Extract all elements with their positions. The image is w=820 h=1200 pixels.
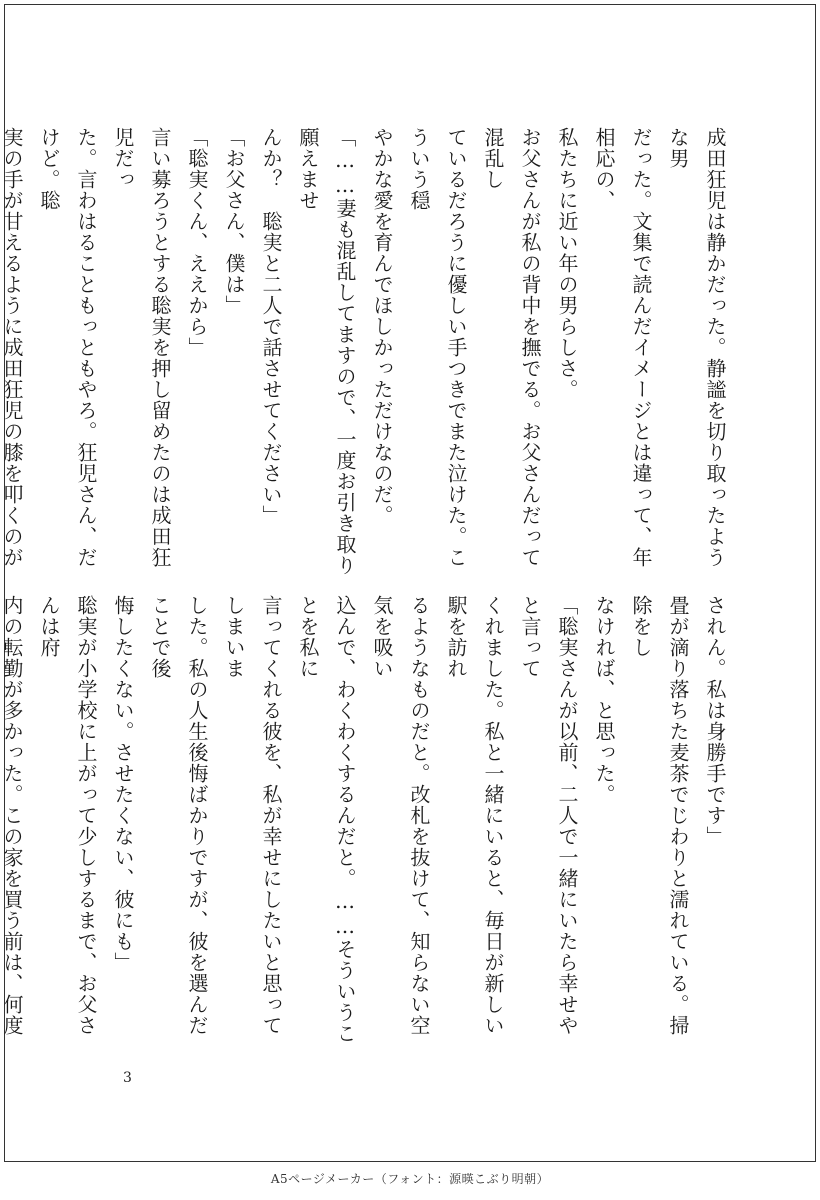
text-line: されん。私は身勝手です」	[703, 595, 727, 847]
document-page	[0, 4, 816, 1162]
text-line: やかな愛を育んでほしかっただけなのだ。	[370, 127, 394, 526]
text-line: お父さんが私の背中を撫でる。お父さんだって混乱し	[481, 127, 542, 568]
text-line: 「お父さん、僕は」	[222, 127, 246, 316]
text-line: 「聡実さんが以前、二人で一緒にいたら幸せやと言って	[518, 595, 579, 1036]
text-line: 言ってくれる彼を、私が幸せにしたいと思ってしまいま	[222, 595, 283, 1036]
text-line: 聡実が小学校に上がって少しするまで、お父さんは府	[37, 595, 98, 1036]
text-line: 込んで、わくわくするんだと。……そういうことを私に	[296, 595, 357, 1044]
text-line: 内の転勤が多かった。この家を買う前は、何度	[0, 595, 24, 1036]
text-line: 「聡実くん、ええから」	[185, 127, 209, 358]
text-line: んか？ 聡実と二人で話させてください」	[259, 127, 283, 526]
text-line: るようなものだと。改札を抜けて、知らない空気を吸い	[370, 595, 431, 1036]
text-column-bottom	[0, 595, 733, 1055]
text-line: くれました。私と一緒にいると、毎日が新しい駅を訪れ	[444, 595, 505, 1036]
footer-caption: A5ページメーカー（フォント：源暎こぶり明朝）	[270, 1172, 550, 1186]
text-line: ているだろうに優しい手つきでまた泣けた。こういう穏	[407, 127, 468, 568]
text-line: なければ、と思った。	[592, 595, 616, 805]
text-line: だった。文集で読んだイメージとは違って、年相応の、	[592, 127, 653, 568]
text-line: 「……妻も混乱してますので、一度お引き取り願えませ	[296, 127, 357, 576]
text-line: 私たちに近い年の男らしさ。	[555, 127, 579, 400]
text-line: 畳が滴り落ちた麦茶でじわりと濡れている。掃除をし	[629, 595, 690, 1036]
text-line: 成田狂児は静かだった。静謐を切り取ったような男	[666, 127, 727, 568]
page-number: 3	[123, 1070, 132, 1086]
text-line: た。言わはることもっともやろ。狂児さん、だけど。聡	[37, 127, 98, 568]
text-line: 言い募ろうとする聡実を押し留めたのは成田狂児だっ	[111, 127, 172, 568]
text-column-top	[0, 127, 733, 587]
text-line: した。私の人生後悔ばかりですが、彼を選んだことで後	[148, 595, 209, 1036]
text-line: 悔したくない。させたくない、彼にも」	[111, 595, 135, 973]
text-line: 実の手が甘えるように成田狂児の膝を叩くのが	[0, 127, 24, 568]
